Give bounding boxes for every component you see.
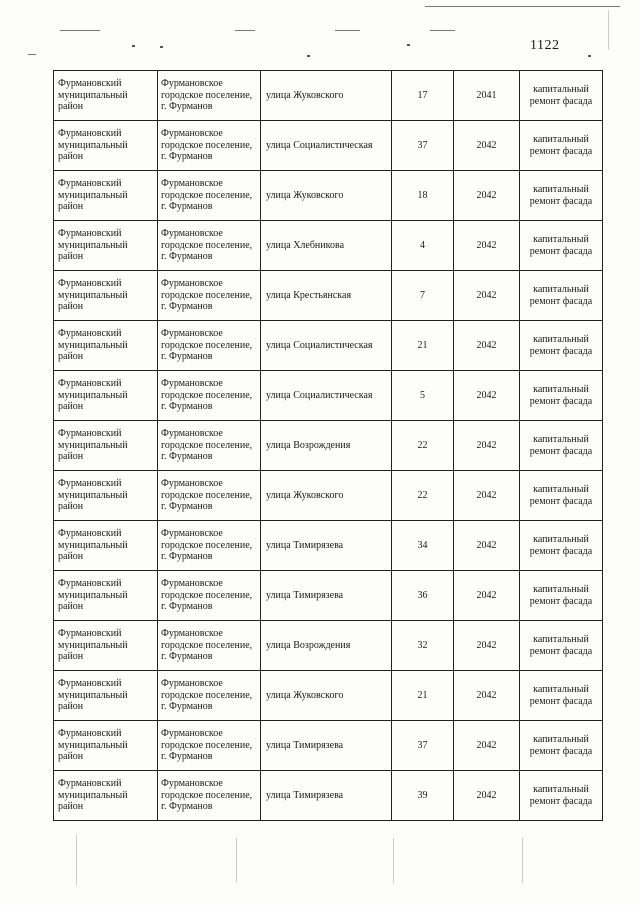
work-type-cell: капитальный ремонт фасада (520, 221, 603, 271)
district-cell: Фурмановский муниципальный район (54, 671, 158, 721)
settlement-cell: Фурмановское городское поселение, г. Фурманов (158, 521, 261, 571)
street-cell: улица Жуковского (261, 671, 392, 721)
house-number-cell: 37 (392, 121, 454, 171)
street-cell: улица Жуковского (261, 471, 392, 521)
table-row (54, 771, 603, 821)
district-cell: Фурмановский муниципальный район (54, 471, 158, 521)
year-cell: 2042 (454, 771, 520, 821)
table-body (54, 71, 603, 821)
street-cell: улица Социалистическая (261, 371, 392, 421)
work-type-cell: капитальный ремонт фасада (520, 471, 603, 521)
settlement-cell: Фурмановское городское поселение, г. Фурманов (158, 721, 261, 771)
scan-artifact (425, 6, 620, 7)
district-cell: Фурмановский муниципальный район (54, 71, 158, 121)
table-row (54, 471, 603, 521)
house-number-cell: 4 (392, 221, 454, 271)
work-type-cell: капитальный ремонт фасада (520, 571, 603, 621)
district-cell: Фурмановский муниципальный район (54, 271, 158, 321)
street-cell: улица Тимирязева (261, 521, 392, 571)
settlement-cell: Фурмановское городское поселение, г. Фурманов (158, 671, 261, 721)
table-row (54, 221, 603, 271)
year-cell: 2042 (454, 371, 520, 421)
settlement-cell: Фурмановское городское поселение, г. Фурманов (158, 121, 261, 171)
district-cell: Фурмановский муниципальный район (54, 521, 158, 571)
street-cell: улица Тимирязева (261, 571, 392, 621)
work-type-cell: капитальный ремонт фасада (520, 171, 603, 221)
scan-artifact (393, 838, 394, 883)
street-cell: улица Жуковского (261, 171, 392, 221)
house-number-cell: 22 (392, 421, 454, 471)
settlement-cell: Фурмановское городское поселение, г. Фурманов (158, 321, 261, 371)
district-cell: Фурмановский муниципальный район (54, 721, 158, 771)
street-cell: улица Жуковского (261, 71, 392, 121)
street-cell: улица Возрождения (261, 621, 392, 671)
scan-artifact (430, 30, 455, 31)
year-cell: 2042 (454, 521, 520, 571)
settlement-cell: Фурмановское городское поселение, г. Фурманов (158, 571, 261, 621)
year-cell: 2042 (454, 271, 520, 321)
district-cell: Фурмановский муниципальный район (54, 221, 158, 271)
settlement-cell: Фурмановское городское поселение, г. Фурманов (158, 71, 261, 121)
year-cell: 2041 (454, 71, 520, 121)
work-type-cell: капитальный ремонт фасада (520, 321, 603, 371)
settlement-cell: Фурмановское городское поселение, г. Фурманов (158, 771, 261, 821)
repair-schedule-table (53, 70, 603, 821)
house-number-cell: 7 (392, 271, 454, 321)
page-number: 1122 (530, 38, 560, 53)
table-row (54, 421, 603, 471)
settlement-cell: Фурмановское городское поселение, г. Фурманов (158, 221, 261, 271)
work-type-cell: капитальный ремонт фасада (520, 771, 603, 821)
scan-artifact (60, 30, 100, 31)
work-type-cell: капитальный ремонт фасада (520, 121, 603, 171)
table-row (54, 121, 603, 171)
house-number-cell: 22 (392, 471, 454, 521)
house-number-cell: 17 (392, 71, 454, 121)
year-cell: 2042 (454, 621, 520, 671)
year-cell: 2042 (454, 671, 520, 721)
house-number-cell: 18 (392, 171, 454, 221)
scan-artifact (335, 30, 360, 31)
settlement-cell: Фурмановское городское поселение, г. Фурманов (158, 421, 261, 471)
district-cell: Фурмановский муниципальный район (54, 771, 158, 821)
house-number-cell: 21 (392, 321, 454, 371)
house-number-cell: 37 (392, 721, 454, 771)
work-type-cell: капитальный ремонт фасада (520, 271, 603, 321)
work-type-cell: капитальный ремонт фасада (520, 721, 603, 771)
work-type-cell: капитальный ремонт фасада (520, 371, 603, 421)
table-row (54, 71, 603, 121)
street-cell: улица Крестьянская (261, 271, 392, 321)
house-number-cell: 36 (392, 571, 454, 621)
year-cell: 2042 (454, 721, 520, 771)
district-cell: Фурмановский муниципальный район (54, 571, 158, 621)
scan-artifact (522, 838, 523, 883)
district-cell: Фурмановский муниципальный район (54, 321, 158, 371)
table-row (54, 171, 603, 221)
district-cell: Фурмановский муниципальный район (54, 421, 158, 471)
district-cell: Фурмановский муниципальный район (54, 621, 158, 671)
scan-artifact (76, 835, 77, 885)
house-number-cell: 34 (392, 521, 454, 571)
work-type-cell: капитальный ремонт фасада (520, 621, 603, 671)
street-cell: улица Возрождения (261, 421, 392, 471)
scan-artifact (235, 30, 255, 31)
district-cell: Фурмановский муниципальный район (54, 171, 158, 221)
street-cell: улица Тимирязева (261, 721, 392, 771)
table-row (54, 371, 603, 421)
table-row (54, 271, 603, 321)
year-cell: 2042 (454, 321, 520, 371)
year-cell: 2042 (454, 421, 520, 471)
table-row (54, 571, 603, 621)
table-row (54, 621, 603, 671)
scan-artifact (608, 10, 609, 50)
table-row (54, 671, 603, 721)
work-type-cell: капитальный ремонт фасада (520, 521, 603, 571)
work-type-cell: капитальный ремонт фасада (520, 421, 603, 471)
year-cell: 2042 (454, 471, 520, 521)
scan-artifact (307, 55, 310, 57)
street-cell: улица Социалистическая (261, 121, 392, 171)
street-cell: улица Хлебникова (261, 221, 392, 271)
year-cell: 2042 (454, 171, 520, 221)
settlement-cell: Фурмановское городское поселение, г. Фурманов (158, 271, 261, 321)
scan-artifact (407, 44, 410, 46)
settlement-cell: Фурмановское городское поселение, г. Фурманов (158, 171, 261, 221)
scan-artifact (236, 838, 237, 883)
house-number-cell: 5 (392, 371, 454, 421)
table-row (54, 521, 603, 571)
scan-artifact (132, 45, 135, 47)
district-cell: Фурмановский муниципальный район (54, 121, 158, 171)
scan-artifact (28, 54, 36, 55)
settlement-cell: Фурмановское городское поселение, г. Фурманов (158, 371, 261, 421)
street-cell: улица Социалистическая (261, 321, 392, 371)
district-cell: Фурмановский муниципальный район (54, 371, 158, 421)
work-type-cell: капитальный ремонт фасада (520, 671, 603, 721)
house-number-cell: 32 (392, 621, 454, 671)
street-cell: улица Тимирязева (261, 771, 392, 821)
scan-artifact (588, 55, 591, 57)
year-cell: 2042 (454, 221, 520, 271)
table-row (54, 721, 603, 771)
year-cell: 2042 (454, 121, 520, 171)
work-type-cell: капитальный ремонт фасада (520, 71, 603, 121)
table-row (54, 321, 603, 371)
house-number-cell: 21 (392, 671, 454, 721)
settlement-cell: Фурмановское городское поселение, г. Фурманов (158, 621, 261, 671)
scan-artifact (160, 46, 163, 48)
settlement-cell: Фурмановское городское поселение, г. Фурманов (158, 471, 261, 521)
house-number-cell: 39 (392, 771, 454, 821)
year-cell: 2042 (454, 571, 520, 621)
